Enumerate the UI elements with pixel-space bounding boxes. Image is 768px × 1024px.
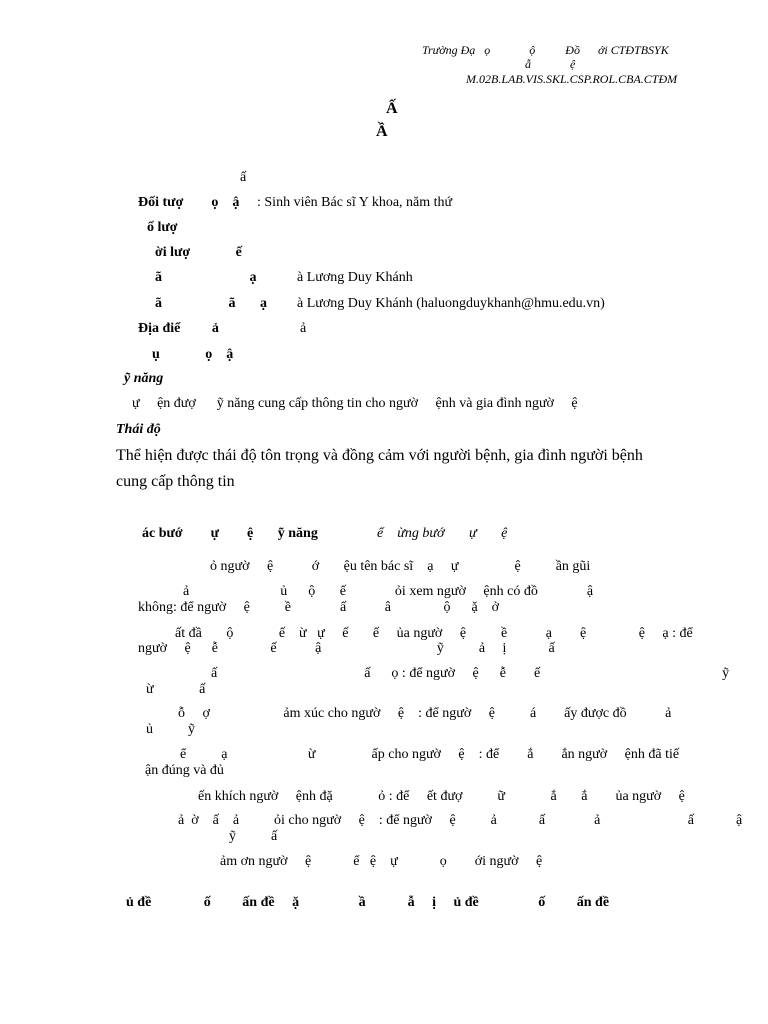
step-item-7: ến khích ngườ ệnh đặ ỏ : để ết đượ ữ ắ ắ ủa ngườ ệ: [198, 789, 685, 804]
step-item-6-cont: ận đúng và đủ: [145, 763, 224, 778]
step-item-8-cont: ỹ ấ: [229, 829, 278, 844]
step-item-4: ấ ấ ọ : để ngườ ệ ễ ế ỹ: [211, 666, 730, 681]
title-line-2: Ầ: [376, 123, 388, 140]
skills-text: ự ện đượ ỹ năng cung cấp thông tin cho ngườ ệnh và gia đình ngườ ệ: [132, 396, 578, 411]
section-heading-footer: ủ đề ố ấn đề ặ ầ ẫ ị ủ đề ố ấn đề: [126, 895, 610, 910]
step-item-1: ỏ ngườ ệ ớ ệu tên bác sĩ ạ ự ệ ần gũi: [210, 559, 591, 574]
attitude-text-line-1: Thể hiện được thái độ tôn trọng và đồng cảm với người bệnh, gia đình người bệnh: [116, 447, 643, 464]
header-code: M.02B.LAB.VIS.SKL.CSP.ROL.CBA.CTĐM: [466, 72, 678, 86]
reviewer-prefix: ã ã ạ: [155, 296, 267, 311]
time-label: ời lượ ế: [155, 245, 242, 260]
author-prefix: ã ạ: [155, 270, 257, 285]
step-item-2-cont: không: để ngườ ệ ề ấ â ộ ặ ở: [138, 600, 500, 615]
attitude-heading: Thái độ: [116, 422, 161, 437]
header-subline: ẫ ệ: [525, 57, 576, 71]
step-item-2: ả ủ ộ ế ỏi xem ngườ ệnh có đồ ậ: [183, 584, 594, 599]
target-value: : Sinh viên Bác sĩ Y khoa, năm thứ: [257, 195, 453, 210]
step-item-6: ể ạ ừ ấp cho ngườ ệ : để ắ ắn ngườ ệnh đã tiế: [180, 747, 680, 762]
reviewer-value: à Lương Duy Khánh (haluongduykhanh@hmu.edu.vn): [297, 296, 605, 311]
steps-heading-italic: ể ừng bướ ự ệ: [377, 526, 508, 541]
step-item-3: ất đầ ộ ế ừ ự ế ế ủa ngườ ệ ề ạ ệ ệ ạ : để: [175, 626, 693, 641]
step-item-3-cont: ngườ ệ ễ ế ậ ỹ ả ị ấ: [138, 641, 555, 656]
title-line-1: Ấ: [386, 100, 398, 117]
location-tail: ả: [300, 321, 307, 336]
step-item-9: ảm ơn ngườ ệ ể ệ ự ọ ới ngườ ệ: [220, 854, 543, 869]
step-item-8: ả ờ ấ ả ỏi cho ngườ ệ : để ngườ ệ ả ấ ả ấ ậ: [178, 813, 743, 828]
step-item-5: ỗ ợ ảm xúc cho ngườ ệ : để ngườ ệ á ấy được đồ ả: [178, 706, 672, 721]
location-label: Địa điể ả: [138, 321, 219, 336]
step-item-5-cont: ủ ỹ: [146, 722, 195, 737]
attitude-text-line-2: cung cấp thông tin: [116, 473, 235, 490]
quantity-label: ố lượ: [147, 220, 178, 235]
header-institution: Trường Đạ ọ ộ Đồ ới CTĐTBSYK: [422, 43, 669, 57]
target-label: Đối tượ ọ ậ: [138, 195, 240, 210]
steps-heading: ác bướ ự ệ ỹ năng: [142, 526, 318, 541]
info-small-mark: ấ: [240, 170, 247, 185]
step-item-4-cont: ừ ấ: [146, 682, 206, 697]
skills-heading: ỹ năng: [124, 371, 164, 386]
author-value: à Lương Duy Khánh: [297, 270, 413, 285]
objectives-label: ụ ọ ậ: [152, 347, 234, 362]
